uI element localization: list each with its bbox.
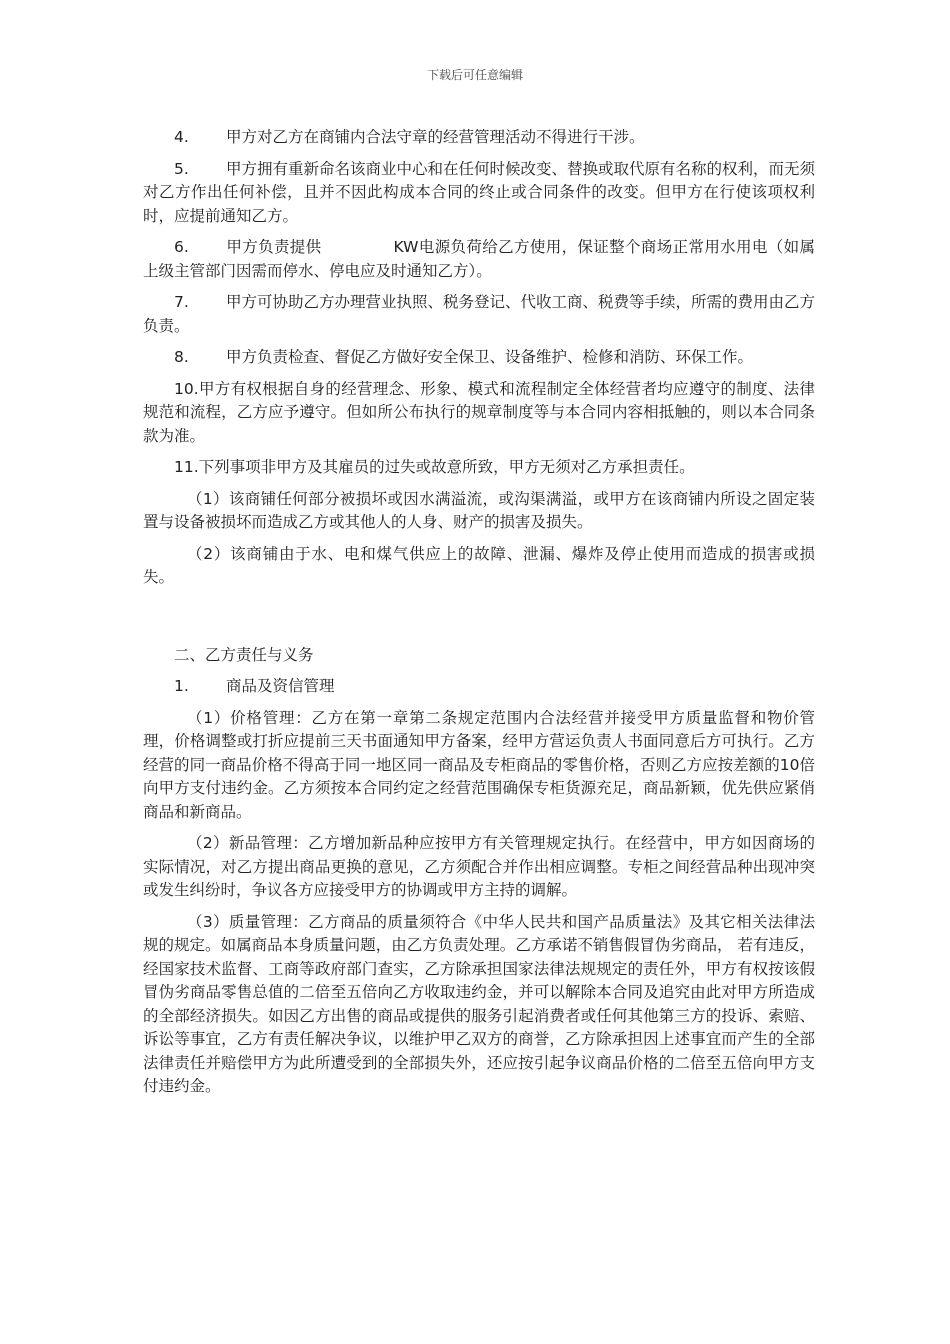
clause-8 [143,346,815,370]
clause-text: 甲方有权根据自身的经营理念、形象、模式和流程制定全体经营者均应遵守的制度、法律规范和流程，乙方应予遵守。但如所公布执行的规章制度等与本合同内容相抵触的，则以本合同条款为准。 [143,379,815,445]
quality-management-para: （3）质量管理：乙方商品的质量须符合《中华人民共和国产品质量法》及其它相关法律法规的规定。如属商品本身质量问题，由乙方负责处理。乙方承诺不销售假冒伪劣商品， 若有违反，经国家技术监督、工商等政府部门查实，乙方除承担国家法律法规规定的责任外，甲方有权按该假冒伪劣商品零售总值的二倍至五倍向乙方收取违约金，并可以解除本合同及追究由此对甲方所造成的全部经济损失。如因乙方出售的商品或提供的服务引起消费者或任何其他第三方的投诉、索赔、诉讼等事宜，乙方有责任解决争议，以维护甲乙双方的商誉，乙方除承担因上述事宜而产生的全部法律责任并赔偿甲方为此所遭受到的全部损失外，还应按引起争议商品价格的二倍至五倍向甲方支付违约金。 [143,912,815,1095]
clause-text: 下列事项非甲方及其雇员的过失或故意所致，甲方无须对乙方承担责任。 [198,458,695,476]
clause-5 [143,158,815,229]
section-title: 二、乙方责任与义务 [174,645,314,664]
clause-text: 甲方拥有重新命名该商业中心和在任何时候改变、替换或取代原有名称的权利，而无须对乙方作出任何补偿，且并不因此构成本合同的终止或合同条件的改变。但甲方在行使该项权利时，应提前通知乙方。 [143,159,816,225]
clause-10 [143,378,815,449]
clause-number: 11. [174,458,199,476]
clause-text-part-b: KW电源负荷给乙方使用，保证整个商场正常用水用电（如属上级主管部门因需而停水、停电应及时通知乙方）。 [143,238,815,280]
clause-7 [143,291,815,338]
document-body [143,126,815,1107]
new-product-management-para: （2）新品管理：乙方增加新品种应按甲方有关管理规定执行。在经营中，甲方如因商场的实际情况，对乙方提出商品更换的意见，乙方须配合并作出相应调整。专柜之间经营品种出现冲突或发生纠纷时，争议各方应接受甲方的协调或甲方主持的调解。 [143,834,815,899]
clause-number: 10. [174,379,199,398]
page-header: 下载后可任意编辑 [426,68,523,82]
clause-text: 商品及资信管理 [226,677,335,695]
clause-6 [143,236,815,283]
clause-number: 7. [174,293,189,311]
sub-clause-2: （2）该商铺由于水、电和煤气供应上的故障、泄漏、爆炸及停止使用而造成的损害或损失。 [143,544,815,586]
clause-text: 甲方可协助乙方办理营业执照、税务登记、代收工商、税费等手续，所需的费用由乙方负责。 [143,293,816,335]
clause-number: 5. [174,159,189,178]
price-management-para: （1）价格管理：乙方在第一章第二条规定范围内合法经营并接受甲方质量监督和物价管理，价格调整或打折应提前三天书面通知甲方备案，经甲方营运负责人书面同意后方可执行。乙方经营的同一商品价格不得高于同一地区同一商品及专柜商品的零售价格，否则乙方应按差额的10倍向甲方支付违约金。乙方须按本合同约定之经营范围确保专柜货源充足，商品新颖，优先供应紧俏商品和新商品。 [143,708,815,821]
clause-number: 1. [174,677,189,695]
clause-text-part-a: 甲方负责提供 [226,238,322,256]
clause-text: 甲方对乙方在商铺内合法守章的经营管理活动不得进行干涉。 [226,128,645,146]
clause-text: 甲方负责检查、督促乙方做好安全保卫、设备维护、检修和消防、环保工作。 [226,348,754,366]
sub-clause-1: （1）该商铺任何部分被损坏或因水满溢流，或沟渠满溢，或甲方在该商铺内所设之固定装置与设备被损坏而造成乙方或其他人的人身、财产的损害及损失。 [143,489,815,531]
clause-number: 8. [174,348,189,366]
clause-number: 6. [174,238,189,256]
clause-11 [143,456,815,480]
clause-4 [143,126,815,150]
clause-number: 4. [174,128,189,146]
section2-item-1 [143,675,815,699]
